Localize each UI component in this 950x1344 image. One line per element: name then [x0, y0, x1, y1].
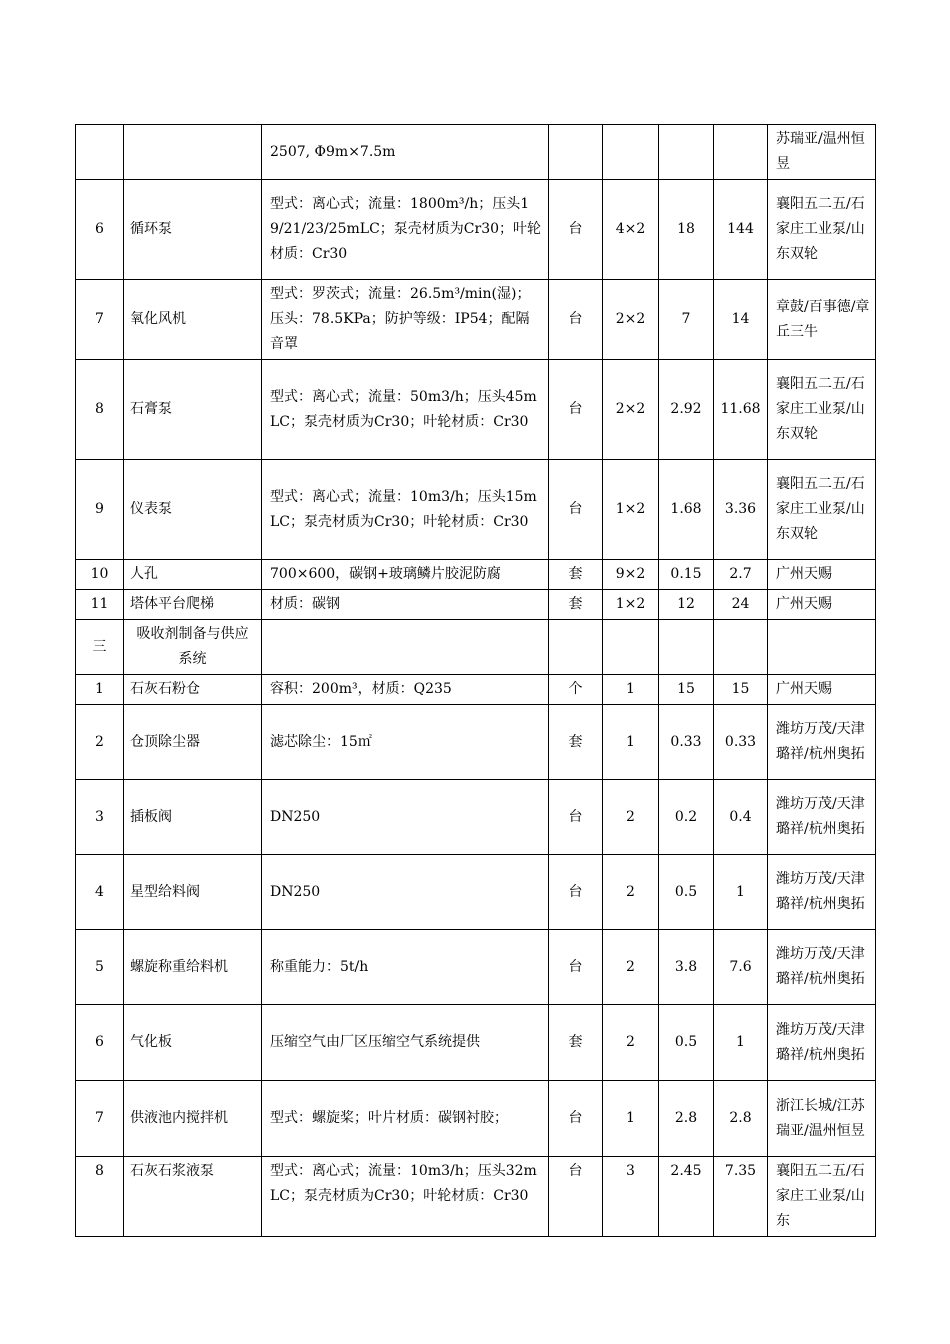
- cell-unit-weight: 2.45: [659, 1157, 714, 1237]
- cell-manufacturer: 广州天赐: [768, 675, 876, 705]
- cell-name: 石灰石浆液泵: [124, 1157, 262, 1237]
- cell-qty: 2×2: [603, 280, 659, 360]
- table-row: [76, 780, 876, 855]
- cell-total-weight: 14: [714, 280, 768, 360]
- cell-unit: 台: [549, 180, 603, 280]
- cell-no: 6: [76, 180, 124, 280]
- cell-spec: 滤芯除尘：15㎡: [262, 705, 549, 780]
- cell-qty: 1: [603, 675, 659, 705]
- cell-total-weight: 11.68: [714, 360, 768, 460]
- cell-unit: 台: [549, 780, 603, 855]
- cell-qty: 3: [603, 1157, 659, 1237]
- cell-name: 塔体平台爬梯: [124, 590, 262, 620]
- cell-unit: 台: [549, 1081, 603, 1157]
- cell-manufacturer: 襄阳五二五/石家庄工业泵/山东: [768, 1157, 876, 1237]
- cell-unit-weight: [659, 125, 714, 180]
- cell-total-weight: 144: [714, 180, 768, 280]
- cell-total-weight: [714, 620, 768, 675]
- cell-total-weight: 0.33: [714, 705, 768, 780]
- cell-total-weight: [714, 125, 768, 180]
- cell-qty: 2: [603, 855, 659, 930]
- cell-manufacturer: 襄阳五二五/石家庄工业泵/山东双轮: [768, 180, 876, 280]
- cell-unit-weight: 1.68: [659, 460, 714, 560]
- cell-unit: 套: [549, 1005, 603, 1081]
- cell-qty: 2: [603, 780, 659, 855]
- table-row: [76, 360, 876, 460]
- cell-name: 仪表泵: [124, 460, 262, 560]
- table-row: [76, 675, 876, 705]
- cell-manufacturer: 潍坊万茂/天津璐祥/杭州奥拓: [768, 705, 876, 780]
- cell-spec: 材质：碳钢: [262, 590, 549, 620]
- cell-no: 3: [76, 780, 124, 855]
- cell-unit-weight: 0.15: [659, 560, 714, 590]
- cell-unit-weight: 7: [659, 280, 714, 360]
- cell-manufacturer: 苏瑞亚/温州恒昱: [768, 125, 876, 180]
- cell-unit: 台: [549, 1157, 603, 1237]
- cell-no: 三: [76, 620, 124, 675]
- cell-spec: 型式：离心式；流量：10m3/h；压头15mLC；泵壳材质为Cr30；叶轮材质：Cr30: [262, 460, 549, 560]
- cell-qty: [603, 620, 659, 675]
- cell-no: 10: [76, 560, 124, 590]
- cell-no: 6: [76, 1005, 124, 1081]
- cell-total-weight: 7.35: [714, 1157, 768, 1237]
- cell-unit: 台: [549, 460, 603, 560]
- cell-qty: [603, 125, 659, 180]
- cell-name: 螺旋称重给料机: [124, 930, 262, 1005]
- table-row: [76, 280, 876, 360]
- cell-unit-weight: [659, 620, 714, 675]
- cell-spec: 压缩空气由厂区压缩空气系统提供: [262, 1005, 549, 1081]
- cell-no: 11: [76, 590, 124, 620]
- table-row: [76, 855, 876, 930]
- cell-unit-weight: 3.8: [659, 930, 714, 1005]
- cell-total-weight: 2.8: [714, 1081, 768, 1157]
- cell-manufacturer: 广州天赐: [768, 590, 876, 620]
- cell-unit: 个: [549, 675, 603, 705]
- cell-spec: 称重能力：5t/h: [262, 930, 549, 1005]
- cell-spec: 2507, Φ9m×7.5m: [262, 125, 549, 180]
- cell-unit: 台: [549, 280, 603, 360]
- cell-no: 5: [76, 930, 124, 1005]
- cell-unit-weight: 0.2: [659, 780, 714, 855]
- cell-qty: 1×2: [603, 590, 659, 620]
- cell-no: 2: [76, 705, 124, 780]
- table-row: [76, 560, 876, 590]
- cell-no: 4: [76, 855, 124, 930]
- cell-name: 供液池内搅拌机: [124, 1081, 262, 1157]
- cell-unit-weight: 12: [659, 590, 714, 620]
- table-row: [76, 125, 876, 180]
- cell-qty: 4×2: [603, 180, 659, 280]
- cell-total-weight: 1: [714, 855, 768, 930]
- cell-name: 仓顶除尘器: [124, 705, 262, 780]
- cell-no: 8: [76, 1157, 124, 1237]
- cell-unit-weight: 18: [659, 180, 714, 280]
- cell-manufacturer: 潍坊万茂/天津璐祥/杭州奥拓: [768, 1005, 876, 1081]
- table-row: [76, 1157, 876, 1237]
- cell-unit: 台: [549, 930, 603, 1005]
- cell-unit-weight: 0.33: [659, 705, 714, 780]
- cell-no: 7: [76, 280, 124, 360]
- table-row: [76, 930, 876, 1005]
- cell-unit-weight: 2.8: [659, 1081, 714, 1157]
- table-row: [76, 620, 876, 675]
- cell-spec: 型式：螺旋桨；叶片材质：碳钢衬胶；: [262, 1081, 549, 1157]
- cell-unit: [549, 620, 603, 675]
- equipment-table: [75, 124, 876, 1237]
- cell-manufacturer: 章鼓/百事德/章丘三牛: [768, 280, 876, 360]
- cell-manufacturer: 潍坊万茂/天津璐祥/杭州奥拓: [768, 780, 876, 855]
- cell-unit: 套: [549, 560, 603, 590]
- cell-no: 9: [76, 460, 124, 560]
- cell-manufacturer: 襄阳五二五/石家庄工业泵/山东双轮: [768, 460, 876, 560]
- cell-qty: 1: [603, 705, 659, 780]
- table-row: [76, 590, 876, 620]
- table-row: [76, 460, 876, 560]
- cell-no: [76, 125, 124, 180]
- cell-qty: 2: [603, 1005, 659, 1081]
- cell-manufacturer: 广州天赐: [768, 560, 876, 590]
- cell-name: 氧化风机: [124, 280, 262, 360]
- cell-name: [124, 125, 262, 180]
- cell-unit-weight: 0.5: [659, 1005, 714, 1081]
- cell-spec: 型式：离心式；流量：50m3/h；压头45mLC；泵壳材质为Cr30；叶轮材质：Cr30: [262, 360, 549, 460]
- cell-unit: 套: [549, 590, 603, 620]
- cell-name: 吸收剂制备与供应系统: [124, 620, 262, 675]
- cell-unit-weight: 2.92: [659, 360, 714, 460]
- cell-unit-weight: 0.5: [659, 855, 714, 930]
- cell-spec: 容积：200m³，材质：Q235: [262, 675, 549, 705]
- cell-unit: 套: [549, 705, 603, 780]
- cell-manufacturer: 潍坊万茂/天津璐祥/杭州奥拓: [768, 855, 876, 930]
- cell-unit-weight: 15: [659, 675, 714, 705]
- cell-manufacturer: 襄阳五二五/石家庄工业泵/山东双轮: [768, 360, 876, 460]
- cell-total-weight: 3.36: [714, 460, 768, 560]
- cell-qty: 2: [603, 930, 659, 1005]
- table-row: [76, 1081, 876, 1157]
- cell-total-weight: 24: [714, 590, 768, 620]
- cell-name: 循环泵: [124, 180, 262, 280]
- table-row: [76, 1005, 876, 1081]
- cell-name: 插板阀: [124, 780, 262, 855]
- cell-qty: 1: [603, 1081, 659, 1157]
- cell-qty: 1×2: [603, 460, 659, 560]
- cell-manufacturer: 浙江长城/江苏瑞亚/温州恒昱: [768, 1081, 876, 1157]
- cell-name: 人孔: [124, 560, 262, 590]
- cell-spec: 700×600，碳钢+玻璃鳞片胶泥防腐: [262, 560, 549, 590]
- cell-unit: [549, 125, 603, 180]
- cell-unit: 台: [549, 855, 603, 930]
- cell-no: 8: [76, 360, 124, 460]
- cell-no: 1: [76, 675, 124, 705]
- cell-name: 石膏泵: [124, 360, 262, 460]
- cell-name: 星型给料阀: [124, 855, 262, 930]
- table-row: [76, 180, 876, 280]
- cell-manufacturer: [768, 620, 876, 675]
- cell-spec: 型式：罗茨式；流量：26.5m³/min(湿)；压头：78.5KPa；防护等级：IP54；配隔音罩: [262, 280, 549, 360]
- cell-total-weight: 2.7: [714, 560, 768, 590]
- cell-spec: 型式：离心式；流量：10m3/h；压头32mLC；泵壳材质为Cr30；叶轮材质：Cr30: [262, 1157, 549, 1237]
- cell-no: 7: [76, 1081, 124, 1157]
- cell-spec: [262, 620, 549, 675]
- cell-spec: DN250: [262, 855, 549, 930]
- cell-name: 气化板: [124, 1005, 262, 1081]
- table-row: [76, 705, 876, 780]
- cell-total-weight: 7.6: [714, 930, 768, 1005]
- cell-unit: 台: [549, 360, 603, 460]
- cell-manufacturer: 潍坊万茂/天津璐祥/杭州奥拓: [768, 930, 876, 1005]
- cell-spec: 型式：离心式；流量：1800m³/h；压头19/21/23/25mLC；泵壳材质为Cr30；叶轮材质：Cr30: [262, 180, 549, 280]
- cell-qty: 9×2: [603, 560, 659, 590]
- cell-total-weight: 1: [714, 1005, 768, 1081]
- cell-spec: DN250: [262, 780, 549, 855]
- cell-total-weight: 0.4: [714, 780, 768, 855]
- cell-qty: 2×2: [603, 360, 659, 460]
- cell-name: 石灰石粉仓: [124, 675, 262, 705]
- cell-total-weight: 15: [714, 675, 768, 705]
